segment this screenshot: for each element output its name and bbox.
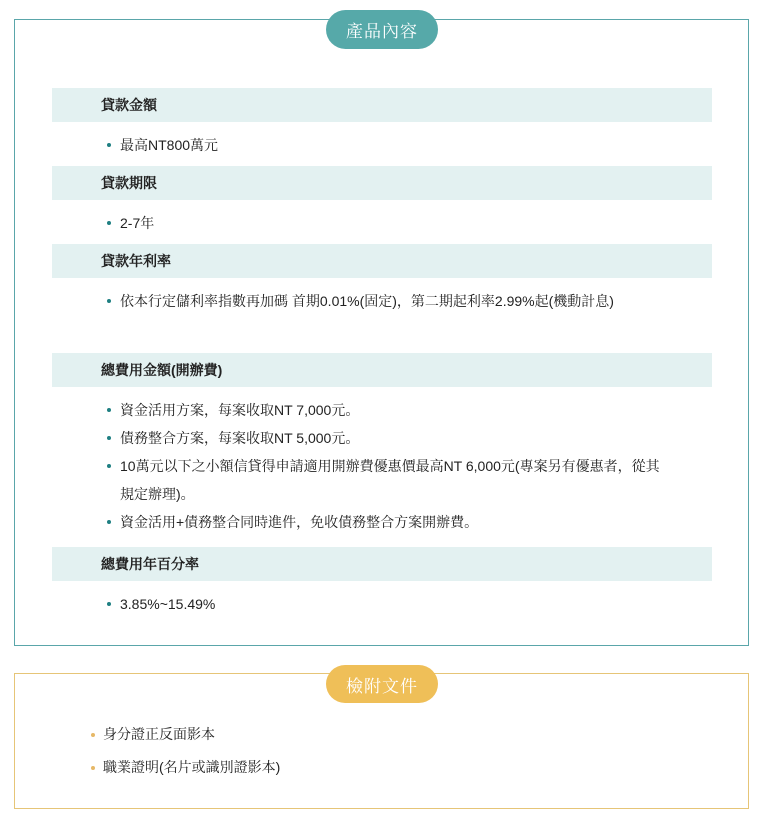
section-heading-loan-amount: 貸款金額 [52, 88, 712, 122]
bullet-icon [107, 221, 111, 225]
list-item: 3.85%~15.49% [105, 590, 665, 618]
required-documents-title: 檢附文件 [326, 665, 438, 703]
product-content-box [14, 19, 749, 646]
list-item: 身分證正反面影本 [89, 718, 649, 751]
bullet-icon [107, 143, 111, 147]
section-heading-loan-term: 貸款期限 [52, 166, 712, 200]
list-item: 最高NT800萬元 [105, 131, 665, 159]
loan-term-list [105, 209, 665, 237]
required-documents-box [14, 673, 749, 809]
bullet-icon [107, 464, 111, 468]
section-heading-total-fees: 總費用金額(開辦費) [52, 353, 712, 387]
list-item: 職業證明(名片或識別證影本) [89, 751, 649, 784]
section-heading-interest-rate: 貸款年利率 [52, 244, 712, 278]
apr-list [105, 590, 665, 618]
list-item: 債務整合方案，每案收取NT 5,000元。 [105, 424, 665, 452]
list-item: 資金活用+債務整合同時進件，免收債務整合方案開辦費。 [105, 508, 665, 536]
bullet-icon [107, 299, 111, 303]
list-item: 依本行定儲利率指數再加碼 首期0.01%(固定)，第二期起利率2.99%起(機動計息) [105, 287, 665, 315]
total-fees-list [105, 396, 665, 536]
list-item: 2-7年 [105, 209, 665, 237]
section-heading-apr: 總費用年百分率 [52, 547, 712, 581]
bullet-icon [91, 733, 95, 737]
list-item: 資金活用方案，每案收取NT 7,000元。 [105, 396, 665, 424]
required-documents-list [89, 718, 649, 784]
product-content-title: 產品內容 [326, 10, 438, 49]
bullet-icon [107, 436, 111, 440]
list-item: 10萬元以下之小額信貸得申請適用開辦費優惠價最高NT 6,000元(專案另有優惠者，從其規定辦理)。 [105, 452, 665, 508]
bullet-icon [91, 766, 95, 770]
loan-amount-list [105, 131, 665, 159]
bullet-icon [107, 602, 111, 606]
bullet-icon [107, 520, 111, 524]
bullet-icon [107, 408, 111, 412]
interest-rate-list [105, 287, 665, 315]
